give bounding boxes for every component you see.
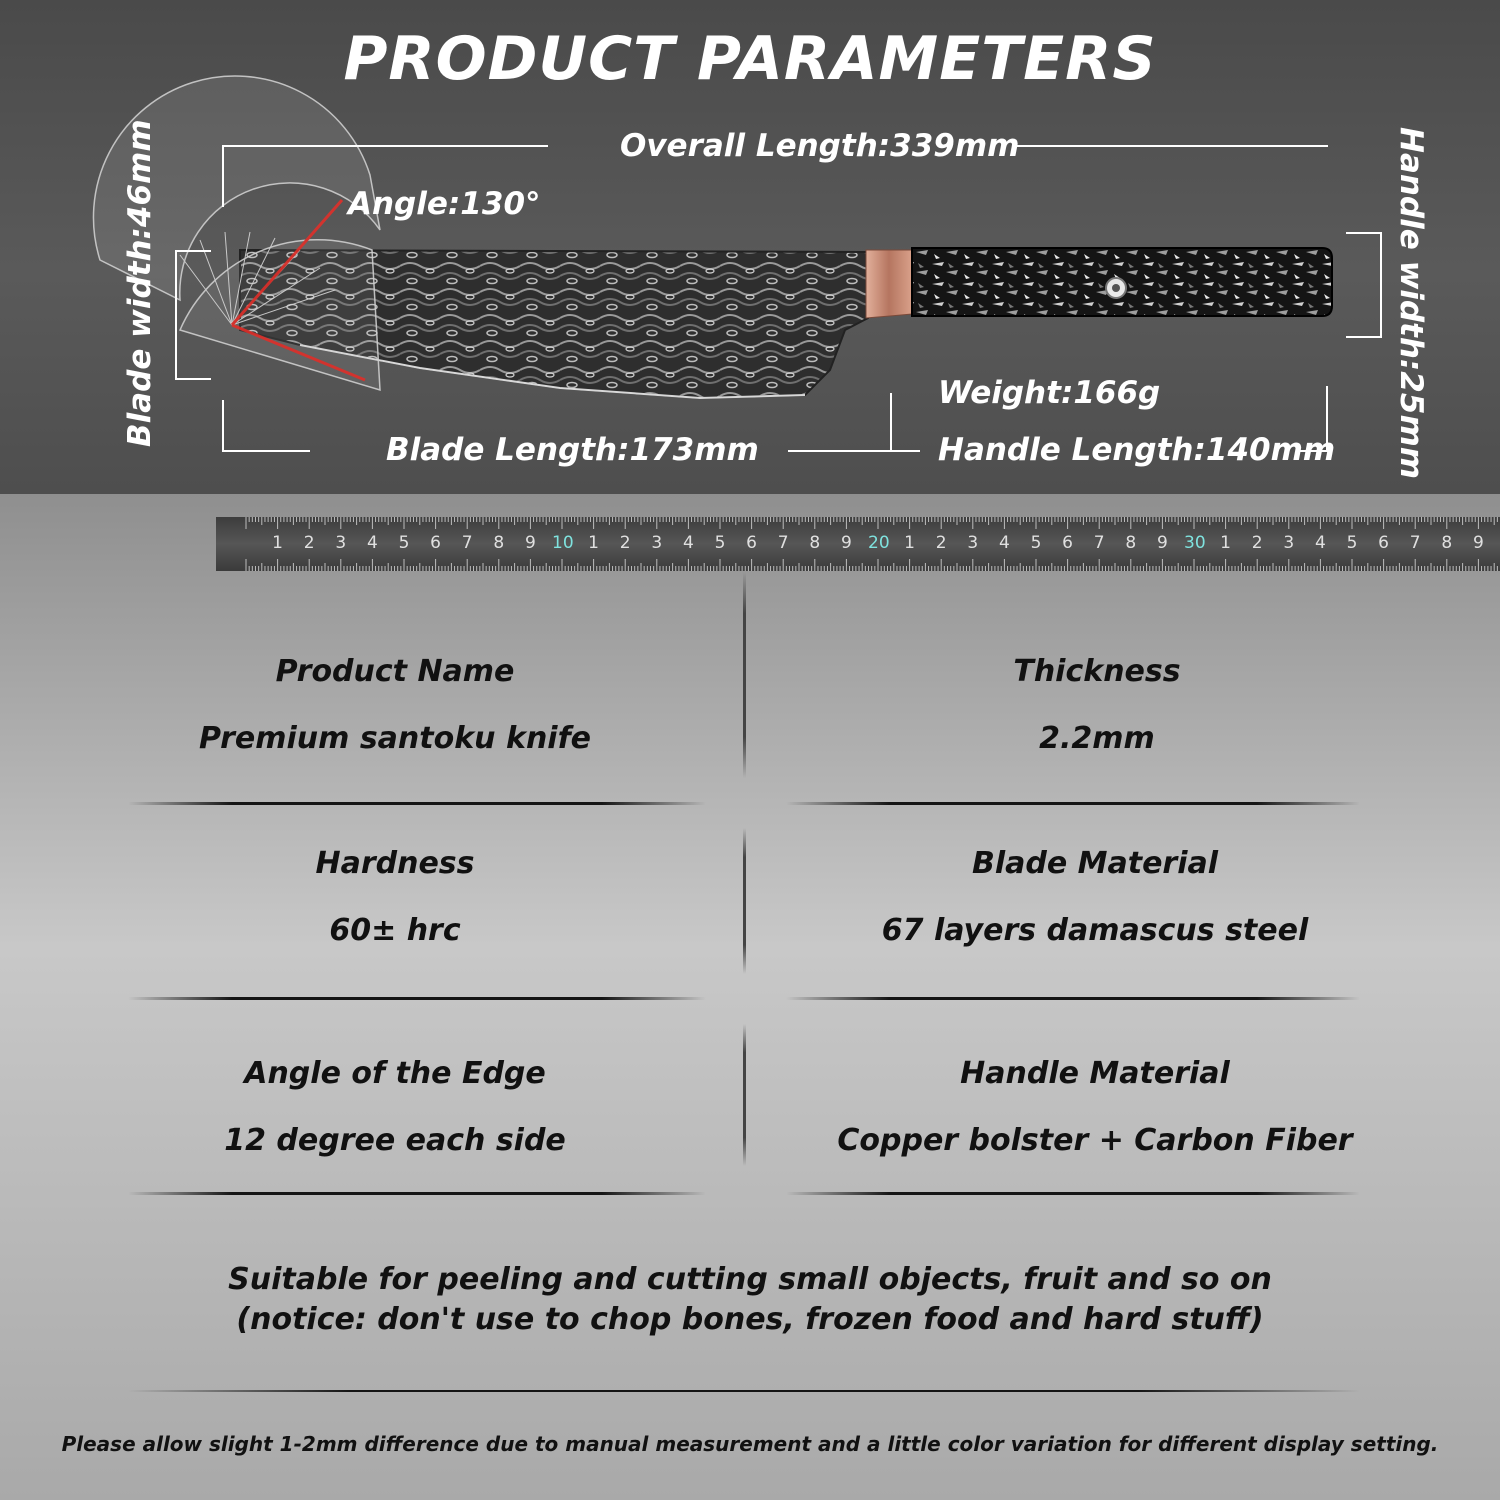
ruler-number: 6 xyxy=(1378,533,1389,553)
row-divider-right-1 xyxy=(786,802,1360,805)
ruler-number: 6 xyxy=(430,533,441,553)
spec-label-hardness: Hardness xyxy=(315,846,475,881)
ruler-number: 9 xyxy=(1472,533,1484,553)
handle-width-label: Handle width:25mm xyxy=(1393,127,1429,480)
ruler-number: 3 xyxy=(967,533,979,553)
ruler-number: 1 xyxy=(1220,533,1231,553)
ruler-number: 7 xyxy=(1093,533,1105,553)
page-title: PRODUCT PARAMETERS xyxy=(343,24,1157,94)
handle-width-bracket-top xyxy=(1346,232,1382,234)
ruler-number: 1 xyxy=(272,533,283,553)
ruler-number: 8 xyxy=(1441,533,1453,553)
ruler-major-number: 30 xyxy=(1184,533,1206,553)
blade-length-line-left xyxy=(222,450,310,452)
footer-divider xyxy=(128,1390,1360,1392)
blade-length-label: Blade Length:173mm xyxy=(386,432,759,468)
ruler-number: 7 xyxy=(1409,533,1421,553)
usage-note-line-2: (notice: don't use to chop bones, frozen food and hard stuff) xyxy=(236,1302,1264,1337)
spec-label-edge-angle: Angle of the Edge xyxy=(244,1056,546,1091)
measuring-ruler xyxy=(216,517,1500,571)
ruler-number: 8 xyxy=(809,533,821,553)
ruler-number: 4 xyxy=(998,533,1010,553)
ruler-number: 2 xyxy=(1251,533,1263,553)
ruler-number: 9 xyxy=(1156,533,1168,553)
ruler-number: 6 xyxy=(746,533,757,553)
ruler-number: 4 xyxy=(366,533,378,553)
spec-value-handle-material: Copper bolster + Carbon Fiber xyxy=(837,1123,1353,1158)
ruler-number: 3 xyxy=(651,533,663,553)
blade-width-bracket-side xyxy=(175,250,177,380)
row-divider-right-2 xyxy=(786,997,1360,1000)
copper-bolster xyxy=(866,250,912,318)
ruler-number: 3 xyxy=(335,533,347,553)
blade-length-line-right xyxy=(788,450,920,452)
ruler-number: 8 xyxy=(1125,533,1137,553)
ruler-number: 7 xyxy=(461,533,473,553)
angle-label: Angle:130° xyxy=(348,186,541,222)
ruler-number: 7 xyxy=(777,533,789,553)
ruler-number: 2 xyxy=(935,533,947,553)
ruler-number: 2 xyxy=(303,533,315,553)
handle-length-tick-left xyxy=(890,393,892,452)
ruler-number: 1 xyxy=(904,533,915,553)
row-divider-left-2 xyxy=(128,997,706,1000)
blade-width-bracket-top xyxy=(175,250,211,252)
ruler-major-number: 10 xyxy=(552,533,574,553)
spec-label-blade-material: Blade Material xyxy=(971,846,1219,881)
usage-note-line-1: Suitable for peeling and cutting small objects, fruit and so on xyxy=(228,1262,1272,1297)
blade-width-label: Blade width:46mm xyxy=(122,119,158,447)
disclaimer-footnote: Please allow slight 1-2mm difference due to manual measurement and a little color variation for different display setting. xyxy=(61,1432,1439,1456)
ruler-number: 5 xyxy=(1030,533,1042,553)
overall-length-line-left xyxy=(222,145,548,147)
handle-width-bracket-side xyxy=(1380,232,1382,338)
spec-label-handle-material: Handle Material xyxy=(960,1056,1230,1091)
ruler-number: 5 xyxy=(714,533,726,553)
spec-value-edge-angle: 12 degree each side xyxy=(224,1123,566,1158)
row-divider-left-3 xyxy=(128,1192,706,1195)
spec-value-blade-material: 67 layers damascus steel xyxy=(881,913,1309,948)
ruler-major-number: 20 xyxy=(868,533,890,553)
overall-length-tick-left xyxy=(222,145,224,207)
row-divider-right-3 xyxy=(786,1192,1360,1195)
knife-illustration xyxy=(0,0,1500,494)
ruler-number: 1 xyxy=(588,533,599,553)
ruler-number: 4 xyxy=(682,533,694,553)
spec-label-product-name: Product Name xyxy=(275,654,515,689)
spec-value-thickness: 2.2mm xyxy=(1039,721,1155,756)
row-divider-left-1 xyxy=(128,802,706,805)
ruler-number: 8 xyxy=(493,533,505,553)
ruler-number: 9 xyxy=(840,533,852,553)
spec-value-hardness: 60± hrc xyxy=(329,913,461,948)
blade-length-tick-left xyxy=(222,400,224,452)
weight-label: Weight:166g xyxy=(938,375,1161,411)
handle-width-bracket-bottom xyxy=(1346,336,1382,338)
ruler-number: 5 xyxy=(1346,533,1358,553)
ruler-number: 3 xyxy=(1283,533,1295,553)
ruler-number: 2 xyxy=(619,533,631,553)
ruler-number: 9 xyxy=(524,533,536,553)
ruler-number: 5 xyxy=(398,533,410,553)
blade-width-bracket-bottom xyxy=(175,378,211,380)
spec-value-product-name: Premium santoku knife xyxy=(199,721,591,756)
overall-length-line-right xyxy=(1015,145,1328,147)
overall-length-label: Overall Length:339mm xyxy=(620,128,1020,164)
ruler-number: 4 xyxy=(1314,533,1326,553)
spec-label-thickness: Thickness xyxy=(1013,654,1181,689)
ruler-number: 6 xyxy=(1062,533,1073,553)
handle-length-label: Handle Length:140mm xyxy=(938,432,1336,468)
